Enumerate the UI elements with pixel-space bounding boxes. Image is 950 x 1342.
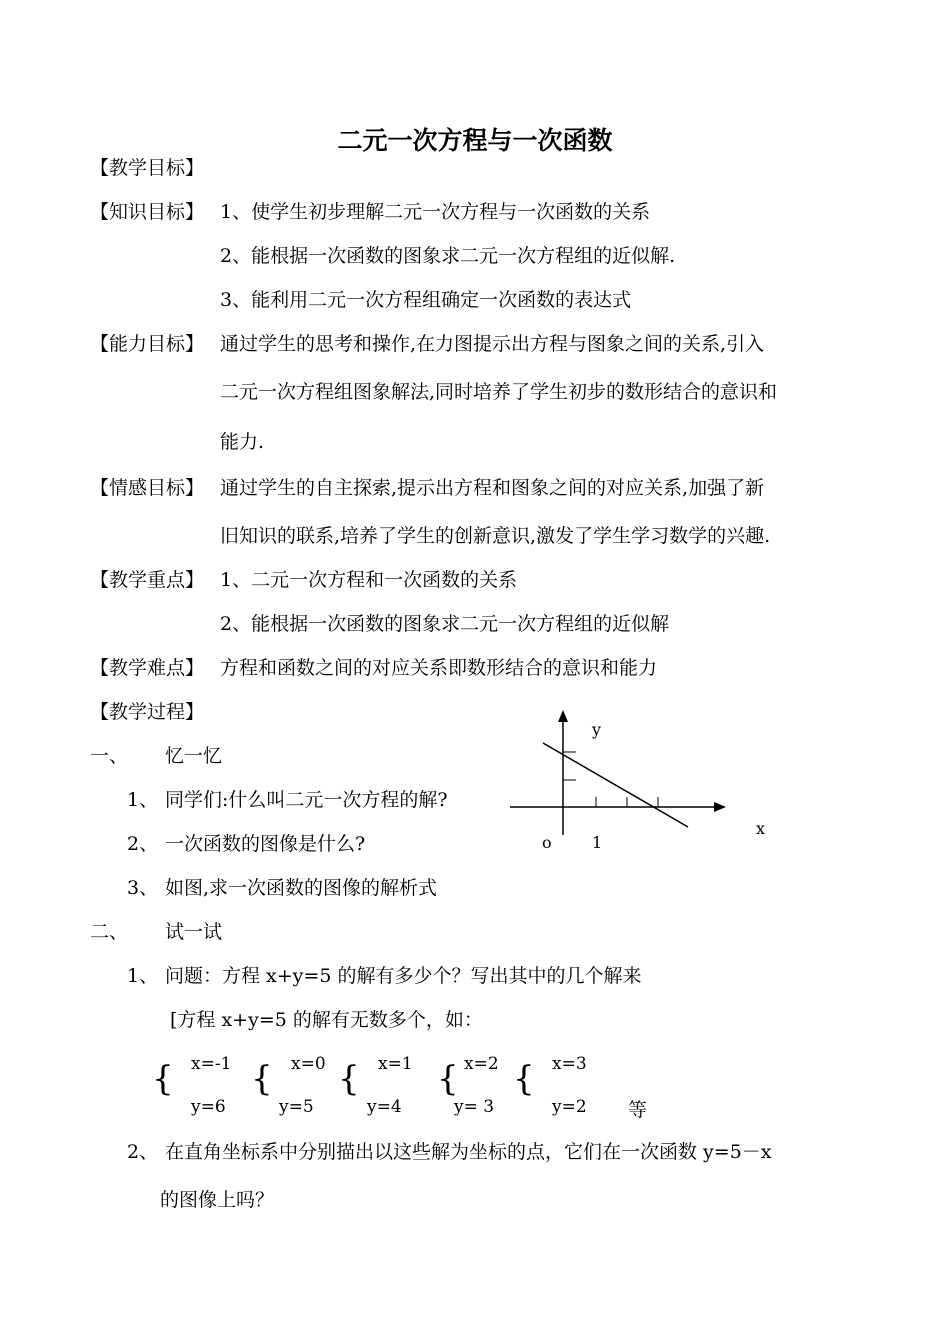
key-label: 【教学重点】 [90,569,205,591]
knowledge-item-2: 2、能根据一次函数的图象求二元一次方程组的近似解. [220,245,676,267]
y-axis-arrow-icon [558,710,568,722]
x-axis-arrow-icon [714,802,726,812]
part1-title: 忆一忆 [165,745,223,767]
part2-q2-line-1: 在直角坐标系中分别描出以这些解为坐标的点，它们在一次函数 y=5－x [165,1141,772,1163]
solution-4-y: y= 3 [454,1097,495,1117]
part1-item-3-num: 3、 [127,877,159,899]
part1-num: 一、 [90,745,129,767]
solution-3-y: y=4 [367,1097,402,1117]
part1-item-1-num: 1、 [127,789,159,811]
brace-icon: { [513,1059,535,1099]
origin-label: o [542,833,552,852]
ability-line-2: 二元一次方程组图象解法,同时培养了学生初步的数形结合的意识和 [220,381,778,403]
part2-q1-text: 问题：方程 x+y=5 的解有多少个？写出其中的几个解来 [165,965,642,987]
brace-icon: { [152,1059,174,1099]
part2-q2-line-2: 的图像上吗？ [160,1189,275,1211]
knowledge-item-1: 1、使学生初步理解二元一次方程与一次函数的关系 [220,201,651,223]
tick-label-1: 1 [592,833,603,852]
emotion-line-2: 旧知识的联系,培养了学生的创新意识,激发了学生学习数学的兴趣. [220,525,771,547]
ability-label: 【能力目标】 [90,333,205,355]
solution-3-x: x=1 [378,1054,413,1074]
solution-5-x: x=3 [552,1054,587,1074]
process-label: 【教学过程】 [90,701,205,723]
line-graph [500,700,780,860]
part2-answer-intro: [方程 x+y=5 的解有无数多个，如： [170,1009,483,1031]
ability-line-1: 通过学生的思考和操作,在力图提示出方程与图象之间的关系,引入 [220,333,765,355]
knowledge-label: 【知识目标】 [90,201,205,223]
emotion-line-1: 通过学生的自主探索,提示出方程和图象之间的对应关系,加强了新 [220,477,765,499]
objectives-header: 【教学目标】 [90,157,205,179]
difficulty-text: 方程和函数之间的对应关系即数形结合的意识和能力 [220,657,658,679]
part1-item-3-text: 如图,求一次函数的图像的解析式 [165,877,438,899]
part2-num: 二、 [90,921,129,943]
x-axis-label: x [756,819,766,838]
ability-line-3: 能力. [220,431,265,453]
solution-2-y: y=5 [279,1097,314,1117]
part2-q2-num: 2、 [127,1141,159,1163]
part1-item-2-num: 2、 [127,833,159,855]
y-axis-label: y [592,720,602,739]
emotion-label: 【情感目标】 [90,477,205,499]
difficulty-label: 【教学难点】 [90,657,205,679]
solution-2-x: x=0 [291,1054,326,1074]
page-title: 二元一次方程与一次函数 [337,126,613,155]
solution-1-x: x=-1 [191,1054,232,1074]
solution-5-y: y=2 [552,1097,587,1117]
function-line [543,743,688,827]
part1-item-1-text: 同学们:什么叫二元一次方程的解? [165,789,448,811]
solution-1-y: y=6 [191,1097,226,1117]
solution-4-x: x=2 [464,1054,499,1074]
etc-label: 等 [628,1099,648,1121]
brace-icon: { [437,1059,459,1099]
key-item-2: 2、能根据一次函数的图象求二元一次方程组的近似解 [220,613,670,635]
brace-icon: { [338,1059,360,1099]
key-item-1: 1、二元一次方程和一次函数的关系 [220,569,518,591]
part2-title: 试一试 [165,921,223,943]
knowledge-item-3: 3、能利用二元一次方程组确定一次函数的表达式 [220,289,632,311]
part1-item-2-text: 一次函数的图像是什么? [165,833,366,855]
brace-icon: { [251,1059,273,1099]
part2-q1-num: 1、 [127,965,159,987]
